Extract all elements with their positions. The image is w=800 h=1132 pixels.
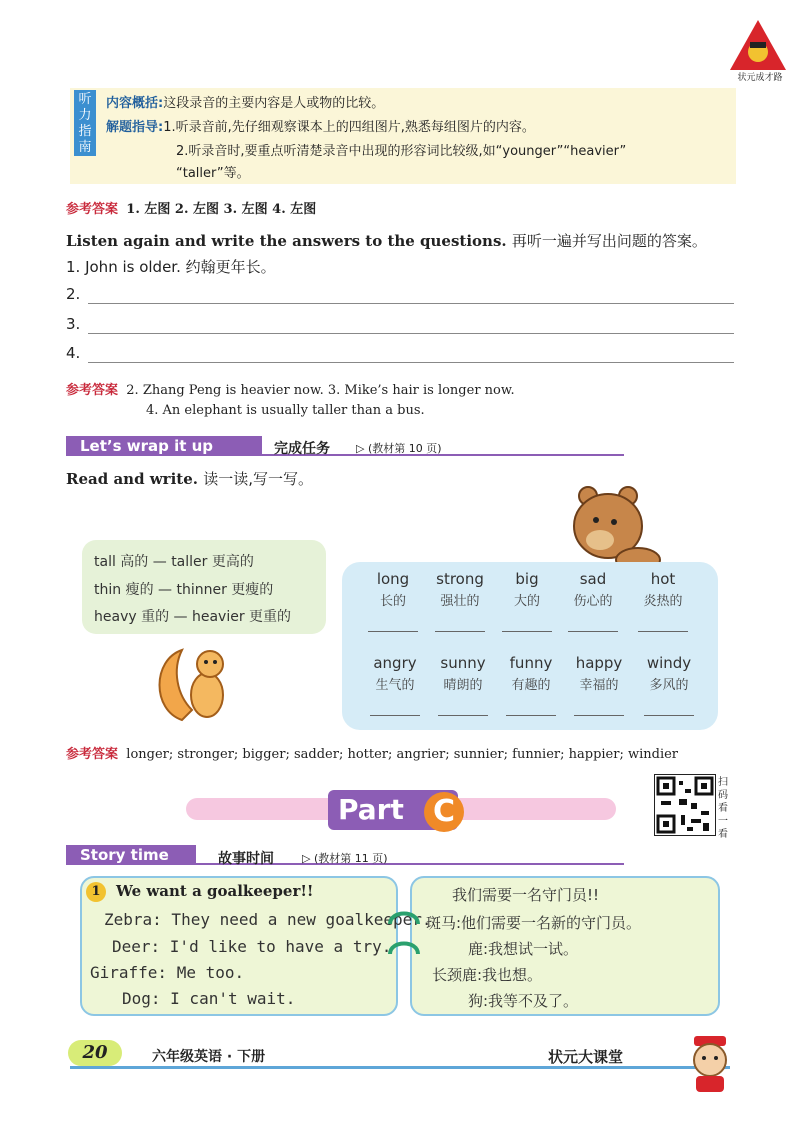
word-en: strong	[436, 570, 484, 588]
part-letter: C	[424, 792, 464, 832]
word-cn: 幸福的	[579, 678, 619, 693]
word-blank[interactable]	[438, 715, 488, 716]
word-en: sunny	[440, 654, 486, 672]
guide-summary-text: 这段录音的主要内容是人或物的比较。	[163, 96, 385, 111]
arrow-icon: ▷	[302, 852, 311, 865]
reference-answer-line-1: 2. Zhang Peng is heavier now. 3. Mike’s hair is longer now.	[126, 383, 515, 398]
word-cn: 晴朗的	[443, 678, 483, 693]
word-cn: 强壮的	[440, 594, 480, 609]
answer-number-2: 2.	[66, 285, 81, 303]
reference-answer-1	[66, 198, 316, 217]
word-item	[427, 570, 493, 632]
word-blank[interactable]	[368, 631, 418, 632]
logo-text: 状元成才路	[737, 73, 783, 83]
book-title: 六年级英语 · 下册	[152, 1049, 266, 1065]
story-line-en: Dog: I can't wait.	[122, 989, 296, 1008]
readwrite-title	[66, 468, 313, 489]
wrap-ref-text: (教材第 10 页)	[367, 442, 442, 455]
example-line-1: tall 高的 — taller 更高的	[94, 554, 254, 570]
word-blank[interactable]	[638, 631, 688, 632]
word-blank[interactable]	[568, 631, 618, 632]
word-en: big	[515, 570, 539, 588]
word-item	[560, 570, 626, 632]
story-line-en: Zebra: They need a new goalkeeper.	[104, 910, 432, 929]
story-section-cn: 故事时间	[218, 851, 274, 867]
story-line-cn: 长颈鹿:我也想。	[432, 966, 543, 984]
guide-label-summary: 内容概括:	[106, 96, 164, 111]
word-blank[interactable]	[370, 715, 420, 716]
word-item	[494, 570, 560, 632]
guide-tip-1: 1.听录音前,先仔细观察课本上的四组图片,熟悉每组图片的内容。	[163, 120, 535, 135]
reference-answer-label: 参考答案	[66, 747, 119, 762]
example-line-2: thin 瘦的 — thinner 更瘦的	[94, 582, 274, 598]
answer-blank-2[interactable]	[88, 303, 734, 304]
footer-rule	[70, 1066, 730, 1069]
story-line-en: Giraffe: Me too.	[90, 963, 245, 982]
word-cn: 生气的	[375, 678, 415, 693]
answer-blank-3[interactable]	[88, 333, 734, 334]
word-en: long	[376, 570, 410, 588]
word-cn: 多风的	[649, 678, 689, 693]
word-cn: 伤心的	[573, 594, 613, 609]
word-en: sad	[579, 570, 607, 588]
binding-rings	[386, 906, 422, 960]
wrap-section-cn: 完成任务	[274, 441, 330, 457]
arrow-icon: ▷	[356, 442, 365, 455]
guide-tip-2-cont: “taller”等。	[176, 166, 250, 181]
readwrite-title-cn: 读一读,写一写。	[203, 470, 313, 488]
question-title	[66, 230, 707, 251]
word-en: funny	[509, 654, 553, 672]
word-cn: 大的	[513, 594, 540, 609]
reference-answer-2	[66, 379, 515, 398]
page-number: 20	[68, 1040, 122, 1066]
answer-line-1: 1. John is older. 约翰更年长。	[66, 258, 276, 276]
word-en: happy	[575, 654, 623, 672]
story-textbook-ref	[302, 850, 388, 866]
mascot-illustration	[680, 1034, 740, 1094]
word-cn: 长的	[379, 594, 406, 609]
reference-answer-label: 参考答案	[66, 202, 119, 217]
word-item	[430, 654, 496, 716]
brand-name: 状元大课堂	[548, 1048, 624, 1066]
word-en: hot	[650, 570, 676, 588]
story-title-en: We want a goalkeeper!!	[116, 882, 314, 900]
readwrite-title-en: Read and write.	[66, 470, 198, 488]
reference-answer-text: longer; stronger; bigger; sadder; hotter; angrier; sunnier; funnier; happier; windier	[126, 747, 679, 762]
part-label: Part	[328, 790, 458, 830]
story-section-bar: Story time	[66, 845, 196, 865]
story-line-cn: 狗:我等不及了。	[468, 992, 579, 1010]
word-blank[interactable]	[506, 715, 556, 716]
word-blank[interactable]	[502, 631, 552, 632]
squirrel-illustration	[152, 640, 232, 724]
word-blank[interactable]	[574, 715, 624, 716]
story-number-badge: 1	[86, 882, 106, 902]
story-title-cn: 我们需要一名守门员!!	[452, 886, 600, 904]
reference-answer-line-2: 4. An elephant is usually taller than a bus.	[146, 403, 425, 418]
story-line-cn: 鹿:我想试一试。	[468, 940, 579, 958]
guide-line-1	[106, 92, 384, 111]
example-line-3: heavy 重的 — heavier 更重的	[94, 609, 292, 625]
question-title-en: Listen again and write the answers to the questions.	[66, 232, 507, 250]
word-cn: 有趣的	[511, 678, 551, 693]
wrap-section-bar: Let’s wrap it up	[66, 436, 262, 456]
guide-tip-2: 2.听录音时,要重点听清楚录音中出现的形容词比较级,如“younger”“heavier”	[176, 144, 627, 159]
reference-answer-text: 1. 左图 2. 左图 3. 左图 4. 左图	[126, 202, 317, 217]
wrap-textbook-ref	[356, 440, 442, 456]
qr-code[interactable]	[654, 774, 716, 836]
word-item	[566, 654, 632, 716]
answer-number-4: 4.	[66, 344, 81, 362]
guide-label-tips: 解题指导:	[106, 120, 164, 135]
qr-caption: 扫码看一看	[718, 777, 728, 840]
story-ref-text: (教材第 11 页)	[313, 852, 388, 865]
answer-blank-4[interactable]	[88, 362, 734, 363]
listening-guide-tag: 听力指南	[74, 90, 96, 156]
answer-number-3: 3.	[66, 315, 81, 333]
guide-line-2	[106, 116, 535, 135]
bear-illustration	[566, 484, 662, 572]
story-line-cn: 斑马:他们需要一名新的守门员。	[426, 914, 642, 932]
reference-answer-3	[66, 743, 678, 762]
word-item	[360, 570, 426, 632]
word-cn: 炎热的	[643, 594, 683, 609]
story-line-en: Deer: I'd like to have a try.	[112, 937, 392, 956]
word-item	[636, 654, 702, 716]
reference-answer-label: 参考答案	[66, 383, 119, 398]
word-item	[630, 570, 696, 632]
word-en: windy	[646, 654, 692, 672]
question-title-cn: 再听一遍并写出问题的答案。	[511, 232, 707, 250]
word-blank[interactable]	[435, 631, 485, 632]
word-item	[362, 654, 428, 716]
word-item	[498, 654, 564, 716]
word-en: angry	[373, 654, 417, 672]
word-blank[interactable]	[644, 715, 694, 716]
